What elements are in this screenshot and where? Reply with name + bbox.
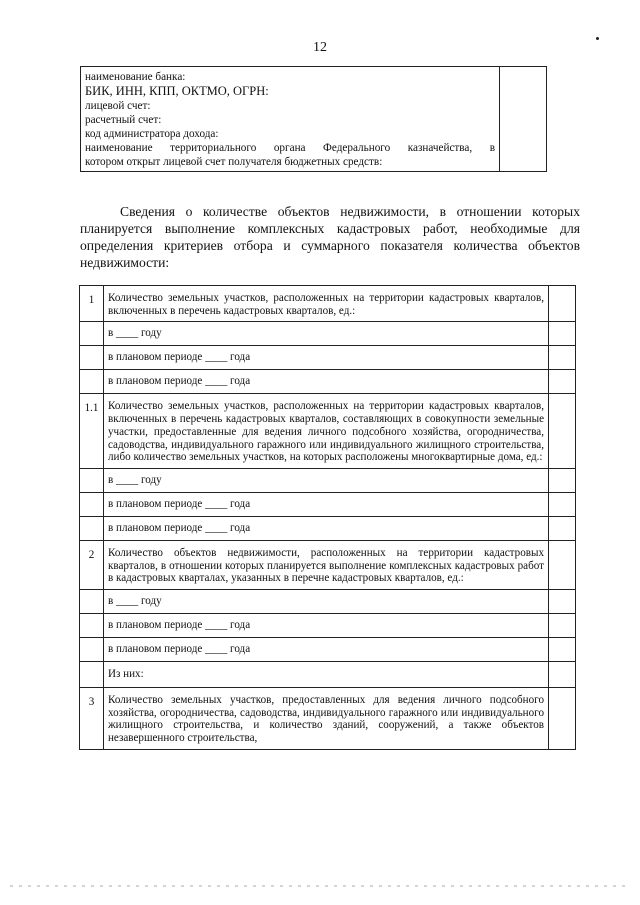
subrow-label: в ____ году xyxy=(104,468,549,492)
bank-name-label: наименование банка: xyxy=(85,71,186,83)
row-description: Количество земельных участков, расположенных на территории кадастровых кварталов, включенных в перечень кадастровых кварталов, ед.: xyxy=(104,286,549,322)
row-value-cell xyxy=(549,492,576,516)
row-number: 3 xyxy=(80,688,104,750)
subrow-label: в плановом периоде ____ года xyxy=(104,614,549,638)
table-row xyxy=(80,394,576,469)
row-number xyxy=(80,370,104,394)
section-heading-text: Сведения о количестве объектов недвижимости, в отношении которых планируется выполнение комплексных кадастровых работ, необходимые для определения критериев отбора и суммарного показателя количества объектов недвижимости: xyxy=(80,204,580,270)
table-subrow xyxy=(80,492,576,516)
row-value-cell xyxy=(549,370,576,394)
table-subrow xyxy=(80,516,576,540)
row-number: 1 xyxy=(80,286,104,322)
table-subrow xyxy=(80,662,576,688)
row-value-cell xyxy=(549,590,576,614)
table-subrow xyxy=(80,614,576,638)
row-value-cell xyxy=(549,614,576,638)
subrow-label: в ____ году xyxy=(104,322,549,346)
table-subrow xyxy=(80,468,576,492)
row-number: 1.1 xyxy=(80,394,104,469)
row-description: Количество объектов недвижимости, расположенных на территории кадастровых кварталов, в отношении которых планируется выполнение комплексных кадастровых работ в кадастровых кварталах, указанных в перечне кадастровых кварталов, ед.: xyxy=(104,540,549,589)
table-row xyxy=(80,540,576,589)
bik-inn-label: БИК, ИНН, КПП, ОКТМО, ОГРН: xyxy=(85,84,269,98)
bank-details-table xyxy=(80,66,547,172)
subrow-label: в плановом периоде ____ года xyxy=(104,638,549,662)
table-subrow xyxy=(80,638,576,662)
personal-account-label: лицевой счет: xyxy=(85,100,151,112)
table-subrow xyxy=(80,346,576,370)
bank-details-value-cell xyxy=(500,67,547,172)
row-number xyxy=(80,614,104,638)
row-value-cell xyxy=(549,688,576,750)
scan-noise-line xyxy=(10,885,630,887)
row-value-cell xyxy=(549,516,576,540)
subrow-label: в плановом периоде ____ года xyxy=(104,492,549,516)
row-number xyxy=(80,322,104,346)
row-number xyxy=(80,516,104,540)
row-number xyxy=(80,492,104,516)
treasury-body-label-line2: котором открыт лицевой счет получателя бюджетных средств: xyxy=(85,156,383,168)
table-subrow xyxy=(80,322,576,346)
row-number: 2 xyxy=(80,540,104,589)
row-value-cell xyxy=(549,468,576,492)
row-description: Количество земельных участков, предоставленных для ведения личного подсобного хозяйства, огородничества, садоводства, индивидуального гаражного или индивидуального жилищного строительства, и количество зданий, сооружений, а также объектов незавершенного строительства, xyxy=(104,688,549,750)
row-number xyxy=(80,638,104,662)
property-count-table xyxy=(79,285,576,750)
subrow-label: Из них: xyxy=(104,662,549,688)
table-subrow xyxy=(80,590,576,614)
revenue-admin-code-label: код администратора дохода: xyxy=(85,128,219,140)
row-number xyxy=(80,346,104,370)
row-value-cell xyxy=(549,286,576,322)
row-value-cell xyxy=(549,322,576,346)
subrow-label: в плановом периоде ____ года xyxy=(104,516,549,540)
row-value-cell xyxy=(549,346,576,370)
row-value-cell xyxy=(549,540,576,589)
subrow-label: в плановом периоде ____ года xyxy=(104,370,549,394)
scan-speck xyxy=(596,37,599,40)
row-value-cell xyxy=(549,662,576,688)
row-value-cell xyxy=(549,394,576,469)
table-row xyxy=(80,286,576,322)
row-number xyxy=(80,662,104,688)
table-row xyxy=(80,688,576,750)
settlement-account-label: расчетный счет: xyxy=(85,114,162,126)
page-number: 12 xyxy=(313,40,327,55)
treasury-body-label-line1: наименование территориального органа Федерального казначейства, в xyxy=(85,142,495,154)
row-value-cell xyxy=(549,638,576,662)
table-subrow xyxy=(80,370,576,394)
bank-details-labels xyxy=(81,67,500,172)
row-number xyxy=(80,590,104,614)
subrow-label: в плановом периоде ____ года xyxy=(104,346,549,370)
row-description: Количество земельных участков, расположенных на территории кадастровых кварталов, включенных в перечень кадастровых кварталов, составляющих в совокупности земельные участки, предоставленные для ведения личного подсобного хозяйства, огородничества, садоводства, индивидуального гаражного или индивидуального жилищного строительства, либо количество земельных участков, на которых расположены многоквартирные дома, ед.: xyxy=(104,394,549,469)
section-heading xyxy=(80,203,580,271)
subrow-label: в ____ году xyxy=(104,590,549,614)
row-number xyxy=(80,468,104,492)
